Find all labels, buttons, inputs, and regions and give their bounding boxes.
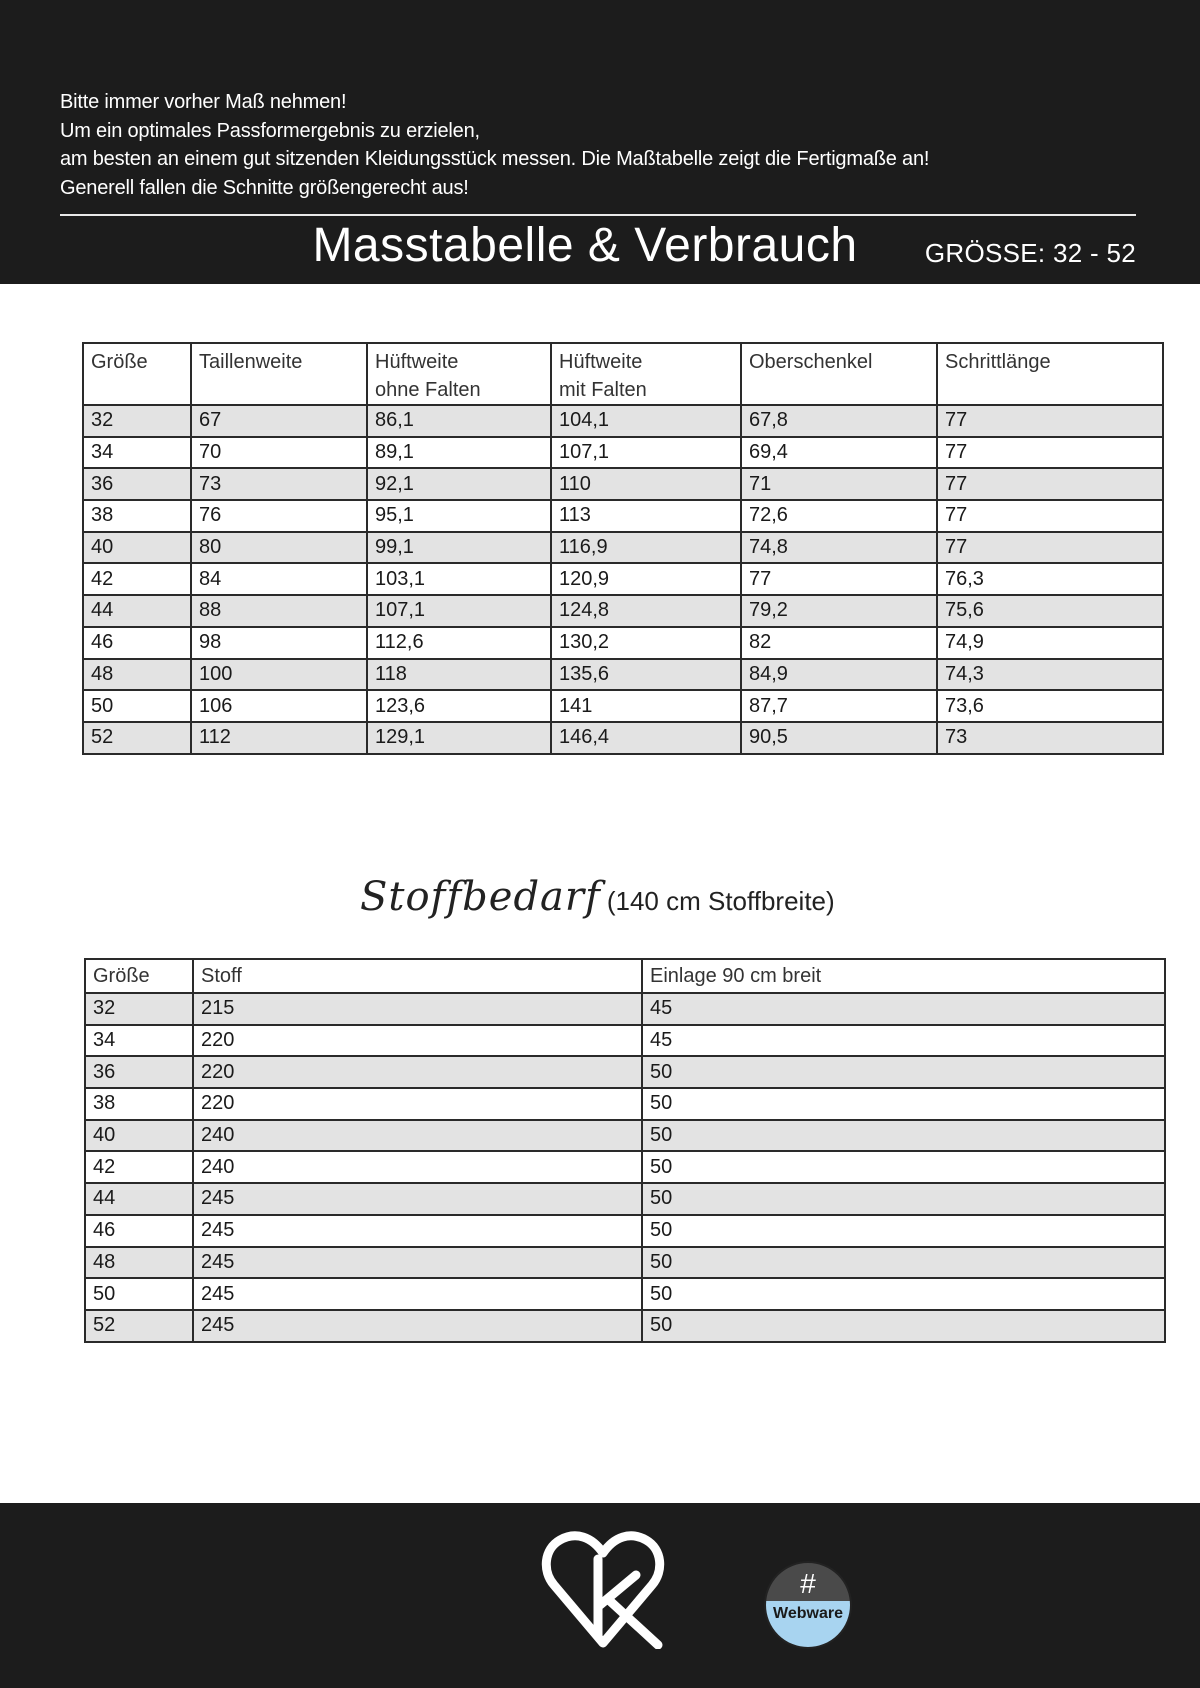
col-header-waist: Taillenweite [191, 343, 367, 405]
fabric-cell-fabric: 215 [193, 993, 642, 1025]
measure-cell-hip-no-pleats: 112,6 [367, 627, 551, 659]
fabric-row [85, 1215, 1165, 1247]
measure-cell-hip-pleats: 116,9 [551, 532, 741, 564]
measure-cell-inseam: 74,3 [937, 659, 1163, 691]
fabric-row [85, 1120, 1165, 1152]
measure-cell-thigh: 90,5 [741, 722, 937, 754]
fabric-row [85, 1183, 1165, 1215]
fabric-cell-interfacing: 45 [642, 993, 1165, 1025]
col-header-size: Größe [83, 343, 191, 405]
measure-cell-inseam: 77 [937, 500, 1163, 532]
fabric-cell-fabric: 240 [193, 1151, 642, 1183]
fabric-row [85, 993, 1165, 1025]
fabric-cell-interfacing: 50 [642, 1278, 1165, 1310]
measure-cell-hip-no-pleats: 99,1 [367, 532, 551, 564]
col-header-hip-pleats: Hüftweite mit Falten [551, 343, 741, 405]
fabric-cell-fabric: 220 [193, 1025, 642, 1057]
measure-cell-size: 52 [83, 722, 191, 754]
measure-cell-inseam: 77 [937, 532, 1163, 564]
fabric-row [85, 1278, 1165, 1310]
measure-row [83, 659, 1163, 691]
fabric-row [85, 1247, 1165, 1279]
measure-cell-size: 40 [83, 532, 191, 564]
measure-cell-hip-pleats: 141 [551, 690, 741, 722]
badge-label: Webware [773, 1605, 843, 1622]
fabric-cell-interfacing: 50 [642, 1247, 1165, 1279]
measure-header-row [83, 343, 1163, 405]
fabric-cell-fabric: 245 [193, 1278, 642, 1310]
fabric-cell-size: 52 [85, 1310, 193, 1342]
measure-row [83, 532, 1163, 564]
fabric-cell-fabric: 245 [193, 1247, 642, 1279]
measure-cell-size: 50 [83, 690, 191, 722]
fabric-cell-size: 38 [85, 1088, 193, 1120]
heart-k-logo-icon [540, 1523, 666, 1649]
fabric-heading-script: Stoffbedarf [360, 874, 601, 920]
measure-cell-waist: 70 [191, 437, 367, 469]
measure-cell-size: 42 [83, 563, 191, 595]
measure-cell-hip-no-pleats: 86,1 [367, 405, 551, 437]
fabric-cell-fabric: 220 [193, 1088, 642, 1120]
col-header-inseam: Schrittlänge [937, 343, 1163, 405]
fabric-cell-fabric: 245 [193, 1183, 642, 1215]
measure-cell-thigh: 79,2 [741, 595, 937, 627]
col-header-fabric: Stoff [193, 959, 642, 993]
measure-row [83, 595, 1163, 627]
fabric-cell-interfacing: 50 [642, 1183, 1165, 1215]
intro-line: am besten an einem gut sitzenden Kleidungsstück messen. Die Maßtabelle zeigt die Fertigmaße an! [60, 148, 930, 170]
measure-cell-hip-pleats: 104,1 [551, 405, 741, 437]
measure-cell-size: 32 [83, 405, 191, 437]
fabric-cell-size: 40 [85, 1120, 193, 1152]
measure-cell-hip-pleats: 124,8 [551, 595, 741, 627]
measure-cell-thigh: 87,7 [741, 690, 937, 722]
size-range: GRÖSSE: 32 - 52 [924, 238, 1136, 268]
measure-cell-waist: 98 [191, 627, 367, 659]
col-header-size: Größe [85, 959, 193, 993]
measure-row [83, 563, 1163, 595]
measure-cell-thigh: 77 [741, 563, 937, 595]
measure-cell-thigh: 72,6 [741, 500, 937, 532]
fabric-cell-interfacing: 45 [642, 1025, 1165, 1057]
col-header-thigh: Oberschenkel [741, 343, 937, 405]
fabric-cell-size: 34 [85, 1025, 193, 1057]
measure-cell-size: 46 [83, 627, 191, 659]
measure-cell-hip-no-pleats: 118 [367, 659, 551, 691]
fabric-cell-size: 44 [85, 1183, 193, 1215]
fabric-cell-size: 50 [85, 1278, 193, 1310]
measure-cell-hip-pleats: 120,9 [551, 563, 741, 595]
fabric-cell-fabric: 220 [193, 1056, 642, 1088]
fabric-row [85, 1310, 1165, 1342]
measure-cell-inseam: 73,6 [937, 690, 1163, 722]
fabric-body [85, 993, 1165, 1342]
intro-line: Bitte immer vorher Maß nehmen! [60, 91, 347, 113]
measure-body [83, 405, 1163, 754]
measure-cell-inseam: 75,6 [937, 595, 1163, 627]
fabric-table [84, 958, 1166, 1343]
measure-cell-thigh: 74,8 [741, 532, 937, 564]
intro-line: Um ein optimales Passformergebnis zu erzielen, [60, 119, 480, 142]
measure-cell-hip-no-pleats: 103,1 [367, 563, 551, 595]
measure-row [83, 437, 1163, 469]
fabric-heading-note: (140 cm Stoffbreite) [606, 886, 835, 916]
fabric-cell-size: 48 [85, 1247, 193, 1279]
col-header-interfacing: Einlage 90 cm breit [642, 959, 1165, 993]
measure-cell-waist: 112 [191, 722, 367, 754]
fabric-cell-size: 36 [85, 1056, 193, 1088]
fabric-header-row [85, 959, 1165, 993]
fabric-cell-size: 32 [85, 993, 193, 1025]
measure-cell-thigh: 71 [741, 468, 937, 500]
measure-cell-hip-no-pleats: 129,1 [367, 722, 551, 754]
measure-cell-hip-pleats: 110 [551, 468, 741, 500]
measure-cell-hip-pleats: 107,1 [551, 437, 741, 469]
measure-cell-inseam: 74,9 [937, 627, 1163, 659]
measure-table [82, 342, 1164, 755]
measure-cell-waist: 100 [191, 659, 367, 691]
measure-row [83, 690, 1163, 722]
measure-cell-size: 38 [83, 500, 191, 532]
measure-cell-inseam: 73 [937, 722, 1163, 754]
webware-badge [764, 1561, 852, 1649]
page-title: Masstabelle & Verbrauch [312, 219, 858, 272]
measure-cell-inseam: 76,3 [937, 563, 1163, 595]
fabric-cell-interfacing: 50 [642, 1088, 1165, 1120]
measure-cell-hip-no-pleats: 95,1 [367, 500, 551, 532]
measure-cell-waist: 73 [191, 468, 367, 500]
measure-cell-inseam: 77 [937, 437, 1163, 469]
measure-cell-waist: 76 [191, 500, 367, 532]
fabric-cell-size: 42 [85, 1151, 193, 1183]
measure-cell-size: 48 [83, 659, 191, 691]
measure-cell-thigh: 82 [741, 627, 937, 659]
measure-cell-hip-no-pleats: 107,1 [367, 595, 551, 627]
measure-cell-waist: 106 [191, 690, 367, 722]
measure-cell-hip-pleats: 130,2 [551, 627, 741, 659]
footer [0, 1503, 1200, 1688]
measure-cell-hip-pleats: 146,4 [551, 722, 741, 754]
col-header-hip-no-pleats: Hüftweite ohne Falten [367, 343, 551, 405]
fabric-row [85, 1151, 1165, 1183]
measure-cell-inseam: 77 [937, 405, 1163, 437]
measure-row [83, 500, 1163, 532]
measure-cell-hip-no-pleats: 89,1 [367, 437, 551, 469]
fabric-cell-fabric: 245 [193, 1215, 642, 1247]
fabric-row [85, 1088, 1165, 1120]
measure-cell-waist: 88 [191, 595, 367, 627]
fabric-row [85, 1025, 1165, 1057]
measure-cell-hip-no-pleats: 123,6 [367, 690, 551, 722]
measure-cell-waist: 84 [191, 563, 367, 595]
measure-cell-thigh: 84,9 [741, 659, 937, 691]
fabric-cell-interfacing: 50 [642, 1056, 1165, 1088]
measure-row [83, 468, 1163, 500]
intro-text [60, 88, 1140, 202]
measure-cell-size: 36 [83, 468, 191, 500]
fabric-cell-interfacing: 50 [642, 1215, 1165, 1247]
fabric-cell-size: 46 [85, 1215, 193, 1247]
fabric-cell-interfacing: 50 [642, 1310, 1165, 1342]
fabric-row [85, 1056, 1165, 1088]
measure-cell-waist: 80 [191, 532, 367, 564]
measure-row [83, 405, 1163, 437]
measure-cell-size: 44 [83, 595, 191, 627]
measure-cell-hip-no-pleats: 92,1 [367, 468, 551, 500]
measure-cell-hip-pleats: 135,6 [551, 659, 741, 691]
fabric-cell-fabric: 240 [193, 1120, 642, 1152]
header [0, 0, 1200, 284]
measure-row [83, 627, 1163, 659]
measure-cell-hip-pleats: 113 [551, 500, 741, 532]
fabric-cell-fabric: 245 [193, 1310, 642, 1342]
hash-icon: # [800, 1568, 816, 1599]
intro-line: Generell fallen die Schnitte größengerecht aus! [60, 176, 469, 199]
fabric-heading [360, 874, 880, 934]
measure-cell-waist: 67 [191, 405, 367, 437]
measure-cell-size: 34 [83, 437, 191, 469]
measure-cell-thigh: 67,8 [741, 405, 937, 437]
measure-cell-thigh: 69,4 [741, 437, 937, 469]
fabric-cell-interfacing: 50 [642, 1120, 1165, 1152]
fabric-cell-interfacing: 50 [642, 1151, 1165, 1183]
measure-cell-inseam: 77 [937, 468, 1163, 500]
measure-row [83, 722, 1163, 754]
